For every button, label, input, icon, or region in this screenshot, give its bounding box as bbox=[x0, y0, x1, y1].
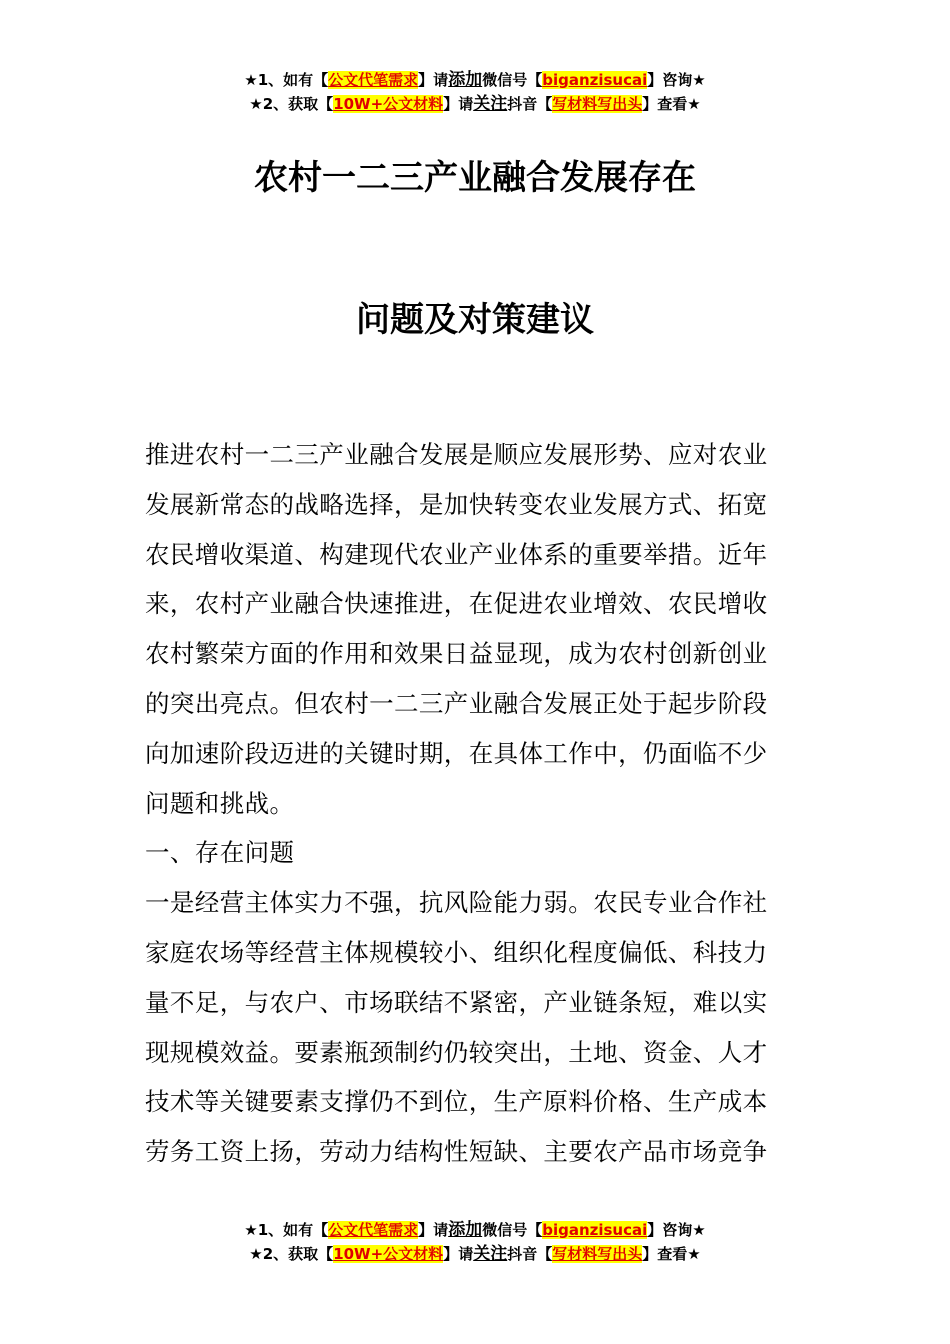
banner-text: 抖音【 bbox=[507, 1245, 553, 1263]
header-banner bbox=[0, 68, 950, 116]
highlight-text: biganzisucai bbox=[542, 71, 648, 89]
highlight-text: 10W+公文材料 bbox=[333, 1245, 444, 1263]
underlined-text: 关注 bbox=[473, 94, 508, 114]
banner-text: 】请 bbox=[418, 71, 449, 89]
highlight-text: 写材料写出头 bbox=[552, 95, 643, 113]
body-line: 农民增收渠道、构建现代农业产业体系的重要举措。近年 bbox=[145, 539, 768, 569]
banner-text: ★2、获取【 bbox=[249, 95, 334, 113]
underlined-text: 关注 bbox=[473, 1244, 508, 1264]
body-line: 来，农村产业融合快速推进，在促进农业增效、农民增收 bbox=[145, 589, 768, 619]
title-line-1: 农村一二三产业融合发展存在 bbox=[254, 158, 696, 198]
body-line: 发展新常态的战略选择，是加快转变农业发展方式、拓宽 bbox=[145, 489, 768, 519]
underlined-text: 添加 bbox=[448, 1220, 483, 1240]
banner-line-1 bbox=[0, 68, 950, 92]
highlight-text: 写材料写出头 bbox=[552, 1245, 643, 1263]
banner-text: 】查看★ bbox=[642, 95, 701, 113]
underlined-text: 添加 bbox=[448, 70, 483, 90]
body-line: 的突出亮点。但农村一二三产业融合发展正处于起步阶段 bbox=[145, 688, 768, 718]
banner-text: 微信号【 bbox=[482, 1221, 543, 1239]
banner-text: 微信号【 bbox=[482, 71, 543, 89]
banner-line-1 bbox=[0, 1218, 950, 1242]
body-line: 农村繁荣方面的作用和效果日益显现，成为农村创新创业 bbox=[145, 639, 768, 669]
highlight-text: 10W+公文材料 bbox=[333, 95, 444, 113]
body-text bbox=[145, 434, 825, 1181]
banner-text: ★1、如有【 bbox=[244, 1221, 329, 1239]
banner-text: 抖音【 bbox=[507, 95, 553, 113]
title-line-2: 问题及对策建议 bbox=[356, 300, 594, 340]
body-line: 量不足，与农户、市场联结不紧密，产业链条短，难以实 bbox=[145, 987, 768, 1017]
highlight-text: 公文代笔需求 bbox=[328, 1221, 419, 1239]
highlight-text: biganzisucai bbox=[542, 1221, 648, 1239]
banner-text: 】请 bbox=[443, 1245, 474, 1263]
banner-line-2 bbox=[0, 92, 950, 116]
banner-text: 】请 bbox=[443, 95, 474, 113]
banner-text: 】查看★ bbox=[642, 1245, 701, 1263]
banner-text: 】咨询★ bbox=[647, 71, 706, 89]
body-line: 劳务工资上扬，劳动力结构性短缺、主要农产品市场竞争 bbox=[145, 1137, 768, 1167]
banner-text: ★2、获取【 bbox=[249, 1245, 334, 1263]
banner-text: 】咨询★ bbox=[647, 1221, 706, 1239]
body-line: 一是经营主体实力不强，抗风险能力弱。农民专业合作社 bbox=[145, 888, 768, 918]
footer-banner bbox=[0, 1218, 950, 1266]
body-line: 家庭农场等经营主体规模较小、组织化程度偏低、科技力 bbox=[145, 937, 768, 967]
body-line: 问题和挑战。 bbox=[145, 788, 295, 818]
body-line: 一、存在问题 bbox=[145, 838, 295, 868]
banner-line-2 bbox=[0, 1242, 950, 1266]
banner-text: ★1、如有【 bbox=[244, 71, 329, 89]
highlight-text: 公文代笔需求 bbox=[328, 71, 419, 89]
body-line: 推进农村一二三产业融合发展是顺应发展形势、应对农业 bbox=[145, 440, 768, 469]
body-line: 向加速阶段迈进的关键时期，在具体工作中，仍面临不少 bbox=[145, 738, 768, 768]
body-line: 现规模效益。要素瓶颈制约仍较突出，土地、资金、人才 bbox=[145, 1037, 768, 1067]
body-line: 技术等关键要素支撑仍不到位，生产原料价格、生产成本 bbox=[145, 1087, 768, 1117]
banner-text: 】请 bbox=[418, 1221, 449, 1239]
